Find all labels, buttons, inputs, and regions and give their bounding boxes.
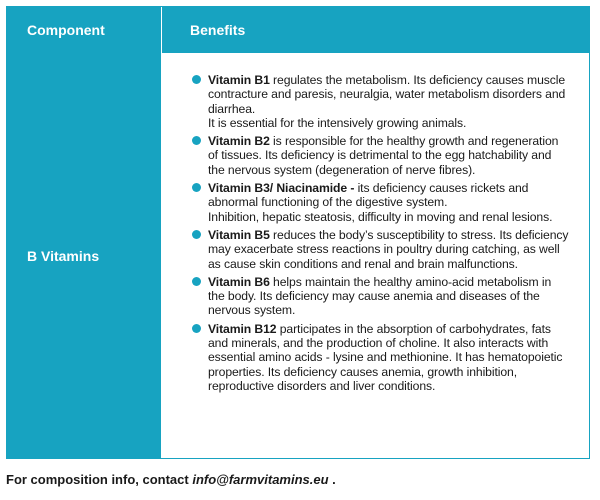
table-row <box>7 53 589 458</box>
contact-email-link[interactable]: info@farmvitamins.eu <box>192 472 329 487</box>
table-header <box>7 7 589 53</box>
benefits-list <box>192 73 569 393</box>
bullet-icon <box>192 75 201 84</box>
vitamin-text: its deficiency causes rickets and abnormal functioning of the digestive system. <box>208 181 529 210</box>
vitamin-text: reduces the body’s susceptibility to stress. Its deficiency may exacerbate stress reactions in poultry during catching, as well as cause skin conditions and renal and brain malfunctions. <box>208 227 569 271</box>
bullet-icon <box>192 277 201 286</box>
header-component: Component <box>7 7 162 53</box>
list-item <box>192 275 569 318</box>
vitamin-text: regulates the metabolism. Its deficiency causes muscle contracture and paresis, neuralgia, water metabolism disorders and diarrhea. <box>208 73 566 116</box>
list-item <box>192 228 569 271</box>
component-cell: B Vitamins <box>7 53 162 458</box>
vitamin-name: Vitamin B12 <box>208 321 277 336</box>
vitamin-name: Vitamin B3/ Niacinamide - <box>208 181 355 196</box>
vitamin-name: Vitamin B1 <box>208 73 270 87</box>
bullet-icon <box>192 230 201 239</box>
contact-footer <box>6 472 336 487</box>
vitamin-name: Vitamin B5 <box>208 227 270 242</box>
bullet-icon <box>192 183 201 192</box>
footer-prefix: For composition info, contact <box>6 472 193 487</box>
vitamin-extra: Inhibition, hepatic steatosis, difficulty in moving and renal lesions. <box>208 209 553 224</box>
vitamin-text: is responsible for the healthy growth and regeneration of tissues. Its deficiency is detrimental to the egg hatchability and the nervous system (degeneration of nerve fibres). <box>208 134 559 177</box>
list-item <box>192 134 569 177</box>
bullet-icon <box>192 324 201 333</box>
list-item <box>192 181 569 224</box>
vitamin-extra: It is essential for the intensively growing animals. <box>208 115 467 130</box>
vitamin-name: Vitamin B6 <box>208 274 270 289</box>
vitamin-text: participates in the absorption of carbohydrates, fats and minerals, and the production of choline. It also interacts with essential amino acids - lysine and methionine. It has hematopoietic properties. Its deficiency causes anemia, growth inhibition, reproductive disorders and liver conditions. <box>208 321 563 393</box>
vitamins-table <box>6 6 590 459</box>
header-benefits: Benefits <box>190 22 246 38</box>
vitamin-name: Vitamin B2 <box>208 134 270 149</box>
vitamin-text: helps maintain the healthy amino-acid metabolism in the body. Its deficiency may cause anemia and diseases of the nervous system. <box>208 274 552 318</box>
list-item <box>192 322 569 393</box>
list-item <box>192 73 569 130</box>
footer-suffix: . <box>328 472 336 487</box>
benefits-cell <box>162 53 589 458</box>
bullet-icon <box>192 136 201 145</box>
